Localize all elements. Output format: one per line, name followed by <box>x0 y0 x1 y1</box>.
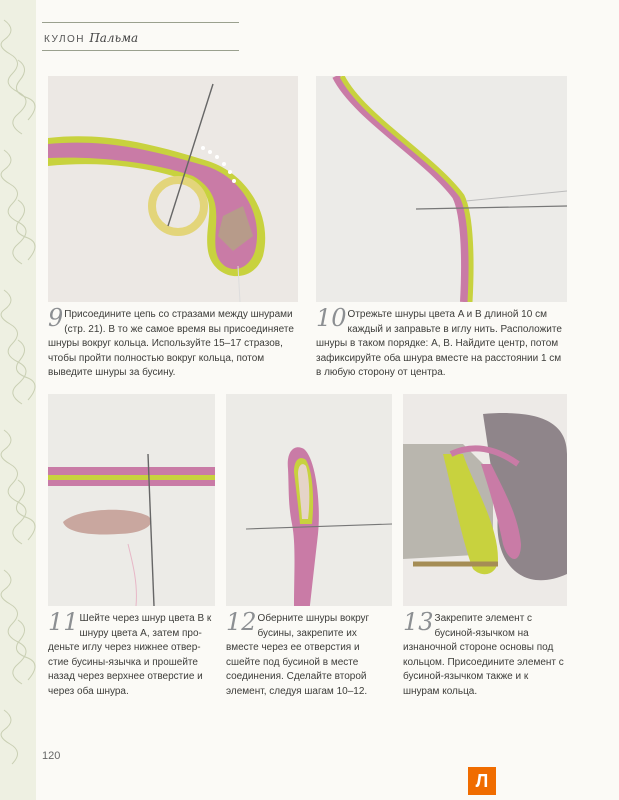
step-9 <box>48 304 298 381</box>
step-11 <box>48 608 215 699</box>
header-rule-top <box>42 22 239 23</box>
step-12-text: Оберните шнуры вокруг бусины, закрепите их вместе через ее отверстия и сшейте под бусиной в месте соединения. Сделайте второй элемент, следуя шагам 10–12. <box>226 613 370 697</box>
page-number: 120 <box>42 750 61 762</box>
step-13-number: 13 <box>403 608 434 636</box>
publisher-logo: Л <box>468 767 496 795</box>
step-11-text: Шейте через шнур цвета B к шнуру цвета A, затем проденьте иглу через нижнее отверстие бусины-язычка и прошейте назад через верхнее отверстие и через оба шнура. <box>48 613 212 697</box>
step-11-number: 11 <box>48 608 79 636</box>
step-13 <box>403 608 567 699</box>
step-10-number: 10 <box>316 304 347 332</box>
step-10-text: Отрежьте шнуры цвета A и B длиной 10 см каждый и заправьте в иглу нить. Расположите шнуры в таком порядке: A, B. Найдите центр, потом зафиксируйте оба шнура вместе на расстоянии 1 см в любую сторону от центра. <box>316 309 562 378</box>
photo-step-11 <box>48 394 215 606</box>
photo-step-10 <box>316 76 567 302</box>
step-13-text: Закрепите элемент с бусиной-язычком на изнаночной стороне основы под кольцом. Присоедините элемент с бусиной-язычком также и к шнурам кольца. <box>403 613 564 697</box>
decorative-swirl-border <box>0 0 36 800</box>
header-title: Пальма <box>89 31 139 45</box>
photo-step-13 <box>403 394 567 606</box>
header-prefix: КУЛОН <box>44 34 86 45</box>
photo-step-12 <box>226 394 392 606</box>
step-12 <box>226 608 392 699</box>
step-9-text: Присоедините цепь со стразами между шнурами (стр. 21). В то же самое время вы присоединяете шнуры вокруг кольца. Используйте 15–17 стразов, чтобы пройти полностью вокруг кольца, потом выведите шнуры за бусину. <box>48 309 294 378</box>
step-12-number: 12 <box>226 608 257 636</box>
step-9-number: 9 <box>48 304 64 332</box>
header-rule-bottom <box>42 50 239 51</box>
photo-step-9 <box>48 76 298 302</box>
page-header <box>44 31 138 45</box>
step-10 <box>316 304 567 381</box>
